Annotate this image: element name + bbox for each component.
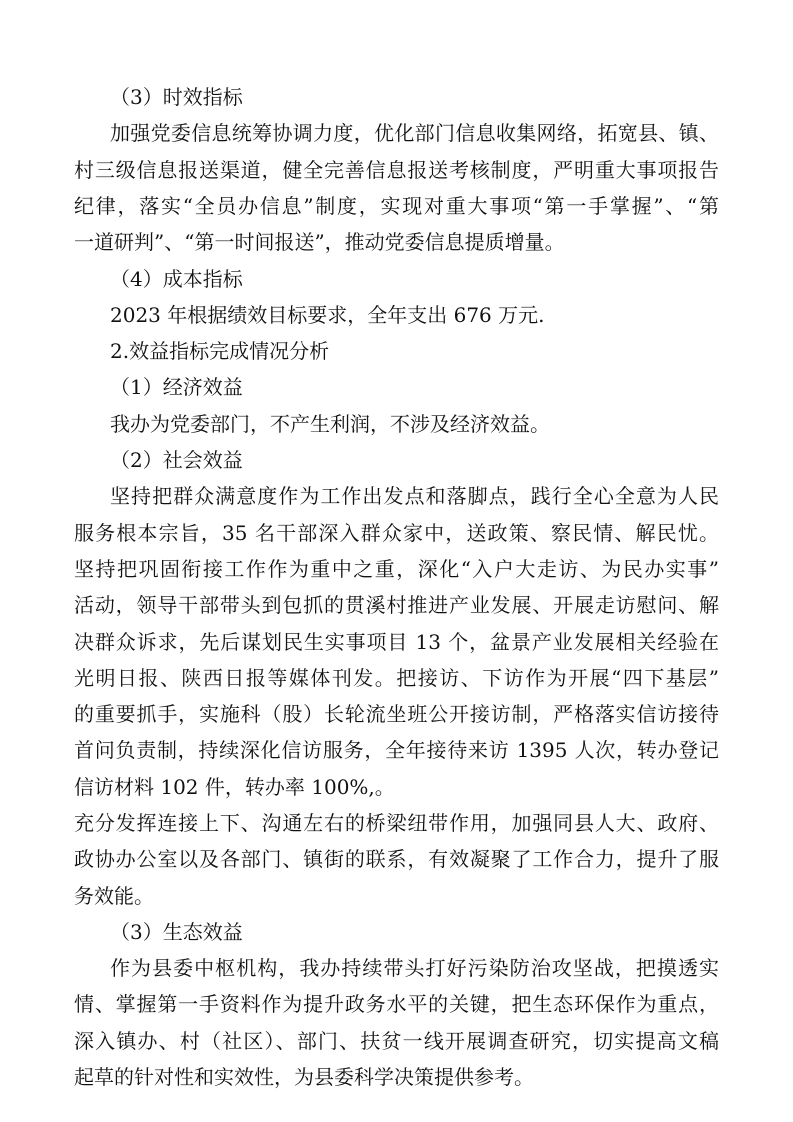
paragraph-line: 村三级信息报送渠道，健全完善信息报送考核制度，严明重大事项报告 [74, 158, 719, 182]
paragraph-line: 首问负责制，持续深化信访服务，全年接待来访 1395 人次，转办登记 [74, 738, 719, 762]
paragraph-line: 服务根本宗旨，35 名干部深入群众家中，送政策、察民情、解民忧。 [74, 521, 719, 545]
paragraph-line: 坚持把群众满意度作为工作出发点和落脚点，践行全心全意为人民 [110, 484, 719, 508]
paragraph-line: 一道研判”、“第一时间报送”，推动党委信息提质增量。 [74, 230, 565, 254]
paragraph-line: 情、掌握第一手资料作为提升政务水平的关键，把生态环保作为重点， [74, 992, 719, 1016]
heading-economic: （1）经济效益 [110, 375, 243, 399]
heading-cost: （4）成本指标 [110, 267, 243, 291]
paragraph-line: 2023 年根据绩效目标要求，全年支出 676 万元. [110, 303, 545, 327]
paragraph-line: 我办为党委部门，不产生利润，不涉及经济效益。 [110, 412, 550, 436]
paragraph-line: 信访材料 102 件，转办率 100%,。 [74, 775, 395, 799]
paragraph-line: 作为县委中枢机构，我办持续带头打好污染防治攻坚战，把摸透实 [110, 956, 719, 980]
paragraph-line: 政协办公室以及各部门、镇街的联系，有效凝聚了工作合力，提升了服 [74, 847, 719, 871]
section-heading-benefits: 2.效益指标完成情况分析 [110, 339, 330, 363]
paragraph-line: 深入镇办、村（社区）、部门、扶贫一线开展调查研究，切实提高文稿 [74, 1029, 719, 1053]
paragraph-line: 光明日报、陕西日报等媒体刊发。把接访、下访作为开展“四下基层” [74, 666, 719, 690]
paragraph-line: 活动，领导干部带头到包抓的贯溪村推进产业发展、开展走访慰问、解 [74, 593, 719, 617]
paragraph-line: 纪律，落实“全员办信息”制度，实现对重大事项“第一手掌握”、“第 [74, 194, 719, 218]
paragraph-line: 起草的针对性和实效性，为县委科学决策提供参考。 [74, 1065, 534, 1089]
paragraph-line: 充分发挥连接上下、沟通左右的桥梁纽带作用，加强同县人大、政府、 [74, 811, 719, 835]
heading-social: （2）社会效益 [110, 448, 243, 472]
heading-ecological: （3）生态效益 [110, 920, 243, 944]
paragraph-line: 决群众诉求，先后谋划民生实事项目 13 个，盆景产业发展相关经验在 [74, 630, 719, 654]
paragraph-line: 坚持把巩固衔接工作作为重中之重，深化“入户大走访、为民办实事” [74, 557, 719, 581]
paragraph-line: 加强党委信息统筹协调力度，优化部门信息收集网络，拓宽县、镇、 [110, 121, 719, 145]
paragraph-line: 的重要抓手，实施科（股）长轮流坐班公开接访制，严格落实信访接待 [74, 702, 719, 726]
heading-timeliness: （3）时效指标 [110, 85, 243, 109]
paragraph-line: 务效能。 [74, 884, 154, 908]
